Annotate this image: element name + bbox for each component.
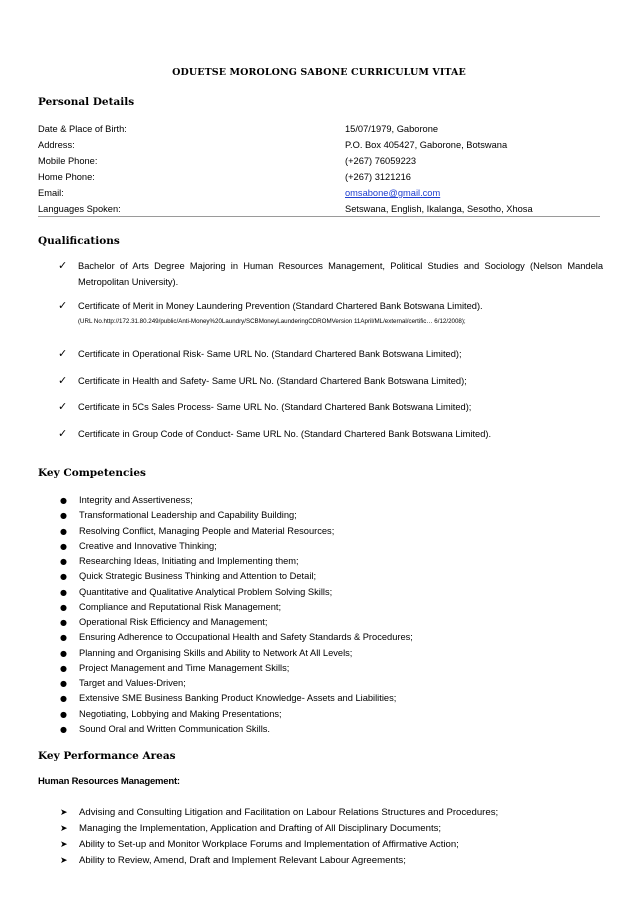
bullet-dot-icon: ● xyxy=(60,648,67,658)
performance-text: Ability to Review, Amend, Draft and Implement Relevant Labour Agreements; xyxy=(79,855,406,866)
personal-label: Date & Place of Birth: xyxy=(38,124,127,134)
arrow-bullet-icon: ➤ xyxy=(60,808,68,818)
personal-value: (+267) 76059223 xyxy=(345,156,417,166)
personal-value: (+267) 3121216 xyxy=(345,172,411,182)
competency-text: Resolving Conflict, Managing People and Material Resources; xyxy=(79,525,335,536)
personal-label: Email: xyxy=(38,188,64,198)
check-mark-icon: ✓ xyxy=(58,347,68,360)
bullet-dot-icon: ● xyxy=(60,557,67,566)
check-mark-icon: ✓ xyxy=(58,374,68,387)
personal-row-email xyxy=(38,185,598,201)
list-item xyxy=(60,661,600,676)
competency-text: Planning and Organising Skills and Ability to Network At All Levels; xyxy=(79,647,353,658)
list-item xyxy=(60,821,605,837)
personal-value: 15/07/1979, Gaborone xyxy=(345,124,439,134)
bullet-dot-icon: ● xyxy=(60,618,67,627)
arrow-bullet-icon: ➤ xyxy=(60,840,68,850)
qualification-text: Certificate in Health and Safety- Same URL No. (Standard Chartered Bank Botswana Limited); xyxy=(78,376,467,386)
list-item xyxy=(60,569,600,584)
performance-text: Ability to Set-up and Monitor Workplace Forums and Implementation of Affirmative Action; xyxy=(79,839,459,850)
list-item xyxy=(60,707,600,722)
list-item xyxy=(60,805,605,821)
bullet-dot-icon: ● xyxy=(60,526,67,536)
check-mark-icon: ✓ xyxy=(58,299,68,312)
key-competencies-heading: Key Competencies xyxy=(38,467,146,479)
list-item xyxy=(60,691,600,706)
list-item xyxy=(60,615,600,630)
list-item xyxy=(60,853,605,869)
hr-management-subheading: Human Resources Management: xyxy=(38,776,180,787)
bullet-dot-icon: ● xyxy=(60,602,67,612)
bullet-dot-icon: ● xyxy=(60,496,67,505)
personal-row-address xyxy=(38,137,598,153)
bullet-dot-icon: ● xyxy=(60,541,67,551)
personal-row-birth xyxy=(38,121,598,137)
bullet-dot-icon: ● xyxy=(60,679,67,688)
bullet-dot-icon: ● xyxy=(60,572,67,582)
performance-text: Advising and Consulting Litigation and Facilitation on Labour Relations Structures and Procedures; xyxy=(79,807,499,818)
qualification-text: Certificate in 5Cs Sales Process- Same URL No. (Standard Chartered Bank Botswana Limited); xyxy=(78,402,472,412)
bullet-dot-icon: ● xyxy=(60,694,67,704)
competency-text: Creative and Innovative Thinking; xyxy=(79,540,217,551)
personal-row-languages xyxy=(38,201,598,217)
personal-label: Address: xyxy=(38,140,75,150)
competencies-list xyxy=(60,493,600,737)
personal-details-table xyxy=(38,121,598,217)
personal-row-home-phone xyxy=(38,169,598,185)
qualification-text: Bachelor of Arts Degree Majoring in Human Resources Management, Political Studies and Sociology (Nelson Mandela Metropolitan University). xyxy=(78,261,603,287)
list-item xyxy=(60,722,600,737)
competency-text: Project Management and Time Management Skills; xyxy=(79,662,290,673)
bullet-dot-icon: ● xyxy=(60,709,67,719)
performance-text: Managing the Implementation, Application and Drafting of All Disciplinary Documents; xyxy=(79,823,442,834)
competency-text: Compliance and Reputational Risk Management; xyxy=(79,601,282,612)
list-item xyxy=(60,585,600,600)
competency-text: Operational Risk Efficiency and Management; xyxy=(79,617,268,627)
competency-text: Negotiating, Lobbying and Making Presentations; xyxy=(79,708,282,719)
list-item xyxy=(60,539,600,554)
personal-value: P.O. Box 405427, Gaborone, Botswana xyxy=(345,140,508,150)
personal-label: Home Phone: xyxy=(38,172,95,182)
hr-management-list xyxy=(60,805,605,869)
certificate-url-note: (URL No.http://172.31.80.249/public/Anti-Money%20Laundry/SCBMoneyLaunderingCDROMVersion 11April/ML/external/certific… 6/12/2008); xyxy=(78,318,466,325)
check-mark-icon: ✓ xyxy=(58,427,68,440)
personal-row-mobile xyxy=(38,153,598,169)
arrow-bullet-icon: ➤ xyxy=(60,824,68,834)
section-divider xyxy=(38,216,600,217)
email-link[interactable]: omsabone@gmail.com xyxy=(345,188,441,198)
list-item xyxy=(60,493,600,508)
competency-text: Quantitative and Qualitative Analytical Problem Solving Skills; xyxy=(79,586,333,597)
list-item xyxy=(60,676,600,691)
list-item xyxy=(60,508,600,523)
personal-value: Setswana, English, Ikalanga, Sesotho, Xhosa xyxy=(345,204,533,214)
bullet-dot-icon: ● xyxy=(60,663,67,673)
competency-text: Extensive SME Business Banking Product Knowledge- Assets and Liabilities; xyxy=(79,693,397,704)
competency-text: Sound Oral and Written Communication Skills. xyxy=(79,723,271,734)
personal-label: Languages Spoken: xyxy=(38,204,121,214)
competency-text: Integrity and Assertiveness; xyxy=(79,495,193,505)
list-item xyxy=(60,524,600,539)
competency-text: Ensuring Adherence to Occupational Health and Safety Standards & Procedures; xyxy=(79,632,413,643)
arrow-bullet-icon: ➤ xyxy=(60,856,68,866)
check-mark-icon: ✓ xyxy=(58,400,68,413)
document-title: ODUETSE MOROLONG SABONE CURRICULUM VITAE xyxy=(172,67,466,78)
competency-text: Target and Values-Driven; xyxy=(79,678,186,688)
check-mark-icon: ✓ xyxy=(58,259,68,272)
list-item xyxy=(60,600,600,615)
personal-details-heading: Personal Details xyxy=(38,96,135,108)
key-performance-areas-heading: Key Performance Areas xyxy=(38,750,176,762)
personal-label: Mobile Phone: xyxy=(38,156,98,166)
qualification-text: Certificate in Group Code of Conduct- Same URL No. (Standard Chartered Bank Botswana Limited). xyxy=(78,429,492,439)
qualifications-heading: Qualifications xyxy=(38,235,120,247)
list-item xyxy=(60,554,600,569)
competency-text: Transformational Leadership and Capability Building; xyxy=(79,510,297,521)
list-item xyxy=(60,630,600,645)
list-item xyxy=(60,837,605,853)
competency-text: Researching Ideas, Initiating and Implementing them; xyxy=(79,556,299,566)
bullet-dot-icon: ● xyxy=(60,587,67,597)
competency-text: Quick Strategic Business Thinking and Attention to Detail; xyxy=(79,571,317,582)
qualification-text: Certificate of Merit in Money Laundering Prevention (Standard Chartered Bank Botswana Limited). xyxy=(78,301,483,311)
bullet-dot-icon: ● xyxy=(60,633,67,643)
bullet-dot-icon: ● xyxy=(60,724,67,734)
list-item xyxy=(60,646,600,661)
bullet-dot-icon: ● xyxy=(60,511,67,521)
qualification-text: Certificate in Operational Risk- Same URL No. (Standard Chartered Bank Botswana Limited); xyxy=(78,349,462,359)
